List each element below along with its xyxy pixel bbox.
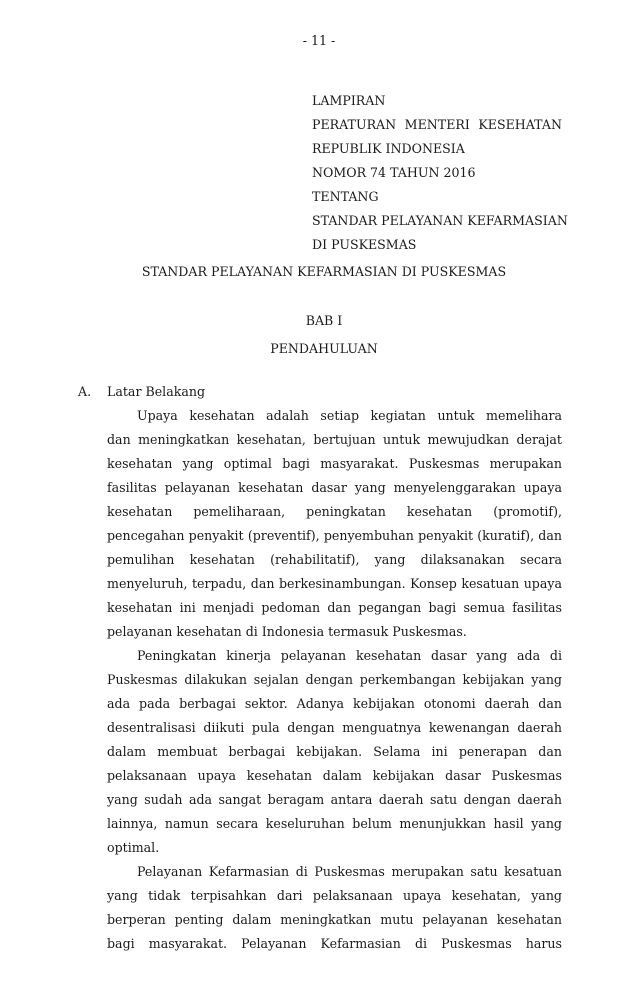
- header-line: STANDAR PELAYANAN KEFARMASIAN: [312, 213, 568, 228]
- paragraph-line: yang sudah ada sangat beragam antara daerah satu dengan daerah: [107, 792, 562, 807]
- paragraph-line: kesehatan pemeliharaan, peningkatan kesehatan (promotif),: [107, 504, 562, 519]
- paragraph-line: dalam membuat berbagai kebijakan. Selama ini penerapan dan: [107, 744, 562, 759]
- paragraph-line: menyeluruh, terpadu, dan berkesinambungan. Konsep kesatuan upaya: [107, 576, 562, 591]
- paragraph-line: pelayanan kesehatan di Indonesia termasuk Puskesmas.: [107, 624, 467, 639]
- body-text: [107, 404, 562, 956]
- page-number: - 11 -: [302, 33, 336, 48]
- paragraph: [107, 860, 562, 956]
- section-title: Latar Belakang: [107, 384, 206, 399]
- document-title: STANDAR PELAYANAN KEFARMASIAN DI PUSKESMAS: [141, 264, 507, 279]
- paragraph-line: bagi masyarakat. Pelayanan Kefarmasian di Puskesmas harus: [107, 936, 562, 951]
- paragraph-line: lainnya, namun secara keseluruhan belum menunjukkan hasil yang: [107, 816, 562, 831]
- header-line: NOMOR 74 TAHUN 2016: [312, 165, 476, 180]
- paragraph-line: Pelayanan Kefarmasian di Puskesmas merupakan satu kesatuan: [137, 864, 562, 879]
- paragraph-line: ada pada berbagai sektor. Adanya kebijakan otonomi daerah dan: [107, 696, 562, 711]
- chapter-title: PENDAHULUAN: [270, 341, 378, 356]
- paragraph-line: Peningkatan kinerja pelayanan kesehatan dasar yang ada di: [137, 648, 562, 663]
- header-line: REPUBLIK INDONESIA: [312, 141, 465, 156]
- paragraph-line: Upaya kesehatan adalah setiap kegiatan untuk memelihara: [137, 408, 562, 423]
- chapter-number: BAB I: [305, 313, 343, 328]
- header-line: TENTANG: [312, 189, 379, 204]
- paragraph-line: pelaksanaan upaya kesehatan dalam kebijakan dasar Puskesmas: [107, 768, 562, 783]
- section-letter: A.: [78, 384, 92, 399]
- paragraph-line: pemulihan kesehatan (rehabilitatif), yang dilaksanakan secara: [107, 552, 562, 567]
- paragraph-line: optimal.: [107, 840, 160, 855]
- paragraph-line: berperan penting dalam meningkatkan mutu pelayanan kesehatan: [107, 912, 562, 927]
- paragraph-line: fasilitas pelayanan kesehatan dasar yang menyelenggarakan upaya: [107, 480, 562, 495]
- header-line: DI PUSKESMAS: [312, 237, 417, 252]
- paragraph-line: Puskesmas dilakukan sejalan dengan perkembangan kebijakan yang: [107, 672, 562, 687]
- header-line: PERATURAN MENTERI KESEHATAN: [312, 117, 562, 132]
- paragraph-line: kesehatan ini menjadi pedoman dan pegangan bagi semua fasilitas: [107, 600, 562, 615]
- paragraph-line: pencegahan penyakit (preventif), penyembuhan penyakit (kuratif), dan: [107, 528, 562, 543]
- paragraph-line: dan meningkatkan kesehatan, bertujuan untuk mewujudkan derajat: [107, 432, 562, 447]
- paragraph: [107, 404, 562, 644]
- paragraph: [107, 644, 562, 860]
- attachment-header: [312, 89, 568, 257]
- paragraph-line: kesehatan yang optimal bagi masyarakat. Puskesmas merupakan: [107, 456, 562, 471]
- paragraph-line: yang tidak terpisahkan dari pelaksanaan upaya kesehatan, yang: [107, 888, 562, 903]
- paragraph-line: desentralisasi diikuti pula dengan menguatnya kewenangan daerah: [107, 720, 562, 735]
- header-line: LAMPIRAN: [312, 93, 386, 108]
